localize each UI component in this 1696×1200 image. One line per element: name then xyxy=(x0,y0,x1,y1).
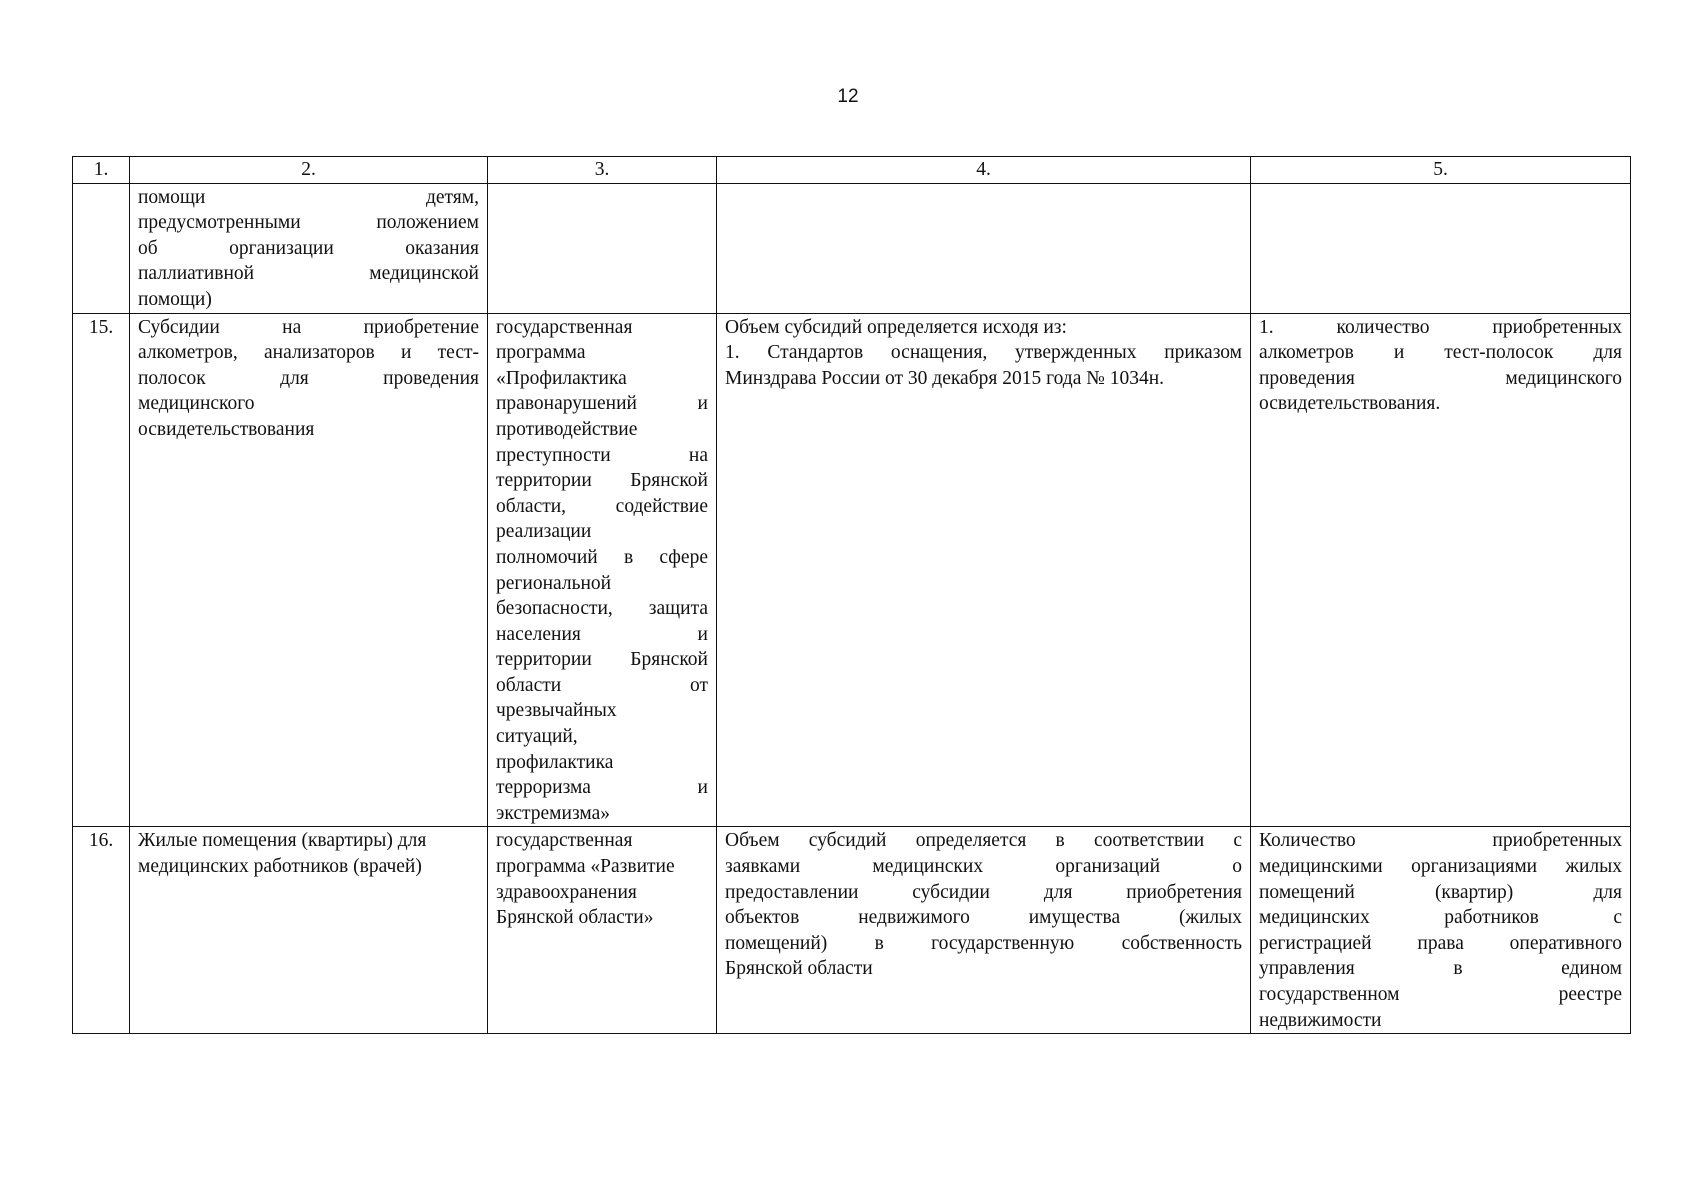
header-cell: 5. xyxy=(1251,157,1631,184)
indicator-cell xyxy=(1251,827,1631,1034)
subsidy-name-cell xyxy=(130,827,488,1034)
table-row xyxy=(73,183,1631,313)
cell-line: Субсидии на приобретение xyxy=(138,316,479,338)
cell-line: медицинскими организациями жилых xyxy=(1259,856,1622,878)
indicator-cell xyxy=(1251,313,1631,827)
cell-line: государственном реестре xyxy=(1259,984,1622,1005)
table-row xyxy=(73,313,1631,827)
cell-line: безопасности, защита xyxy=(496,598,708,620)
cell-line: профилактика xyxy=(496,751,614,773)
cell-line: недвижимости xyxy=(1259,1009,1382,1031)
cell-line: 1. Стандартов оснащения, утвержденных приказом xyxy=(725,342,1242,364)
cell-line: помощи) xyxy=(138,288,212,310)
cell-line: объектов недвижимого имущества (жилых xyxy=(725,907,1242,929)
page-number: 12 xyxy=(837,86,859,107)
cell-line: 1. количество приобретенных xyxy=(1259,316,1622,338)
cell-line: полосок для проведения xyxy=(138,367,479,389)
cell-line: медицинских работников с xyxy=(1259,907,1622,929)
cell-line: территории Брянской xyxy=(496,470,708,492)
calculation-cell xyxy=(717,313,1251,827)
cell-line: преступности на xyxy=(496,444,708,466)
program-cell xyxy=(488,183,717,313)
cell-line: региональной xyxy=(496,572,612,594)
row-number: 16. xyxy=(73,827,130,1034)
cell-line: алкометров, анализаторов и тест- xyxy=(138,342,479,364)
cell-line: здравоохранения xyxy=(496,881,637,903)
cell-line: программа xyxy=(496,342,586,364)
cell-line: освидетельствования xyxy=(138,418,315,440)
cell-line: помощи детям, xyxy=(138,186,479,208)
cell-line: экстремизма» xyxy=(496,802,610,824)
program-cell xyxy=(488,827,717,1034)
cell-line: полномочий в сфере xyxy=(496,546,708,568)
program-cell xyxy=(488,313,717,827)
cell-line: помещений (квартир) для xyxy=(1259,881,1622,903)
calculation-cell xyxy=(717,183,1251,313)
cell-line: терроризма и xyxy=(496,777,708,799)
cell-line: проведения медицинского xyxy=(1259,367,1622,389)
cell-line: управления в едином xyxy=(1259,958,1622,980)
cell-line: предусмотренными положением xyxy=(138,212,479,234)
cell-line: заявками медицинских организаций о xyxy=(725,856,1242,878)
cell-line: Количество приобретенных xyxy=(1259,830,1622,852)
table-row xyxy=(73,827,1631,1034)
cell-line: медицинского xyxy=(138,393,255,415)
header-cell: 4. xyxy=(717,157,1251,184)
cell-line: населения и xyxy=(496,623,708,645)
cell-line: Брянской области xyxy=(725,958,873,980)
subsidies-table xyxy=(72,156,1631,1034)
cell-line: алкометров и тест-полосок для xyxy=(1259,342,1622,364)
cell-line: области, содействие xyxy=(496,495,708,517)
indicator-cell xyxy=(1251,183,1631,313)
cell-line: области от xyxy=(496,674,708,696)
cell-line: регистрацией права оперативного xyxy=(1259,932,1622,954)
cell-line: программа «Развитие xyxy=(496,856,675,878)
cell-line: государственная xyxy=(496,316,633,338)
cell-line: освидетельствования. xyxy=(1259,393,1441,415)
cell-line: реализации xyxy=(496,521,592,543)
cell-line: территории Брянской xyxy=(496,649,708,671)
calculation-cell xyxy=(717,827,1251,1034)
cell-line: ситуаций, xyxy=(496,726,578,748)
cell-line: помещений) в государственную собственность xyxy=(725,932,1242,954)
cell-line: Объем субсидий определяется исходя из: xyxy=(725,316,1067,338)
header-cell: 1. xyxy=(73,157,130,184)
cell-line: государственная xyxy=(496,830,633,852)
cell-line: Объем субсидий определяется в соответствии с xyxy=(725,830,1242,852)
header-cell: 3. xyxy=(488,157,717,184)
subsidy-name-cell xyxy=(130,183,488,313)
cell-line: паллиативной медицинской xyxy=(138,263,479,285)
cell-line: об организации оказания xyxy=(138,237,479,259)
table-header-row xyxy=(73,157,1631,184)
row-number: 15. xyxy=(73,313,130,827)
cell-line: Жилые помещения (квартиры) для xyxy=(138,830,427,852)
row-number xyxy=(73,183,130,313)
cell-line: медицинских работников (врачей) xyxy=(138,856,422,878)
cell-line: противодействие xyxy=(496,418,638,440)
header-cell: 2. xyxy=(130,157,488,184)
cell-line: предоставлении субсидии для приобретения xyxy=(725,881,1242,903)
cell-line: Брянской области» xyxy=(496,907,654,929)
cell-line: Минздрава России от 30 декабря 2015 года № 1034н. xyxy=(725,367,1165,389)
cell-line: правонарушений и xyxy=(496,393,708,415)
cell-line: «Профилактика xyxy=(496,367,627,389)
cell-line: чрезвычайных xyxy=(496,700,617,722)
subsidy-name-cell xyxy=(130,313,488,827)
